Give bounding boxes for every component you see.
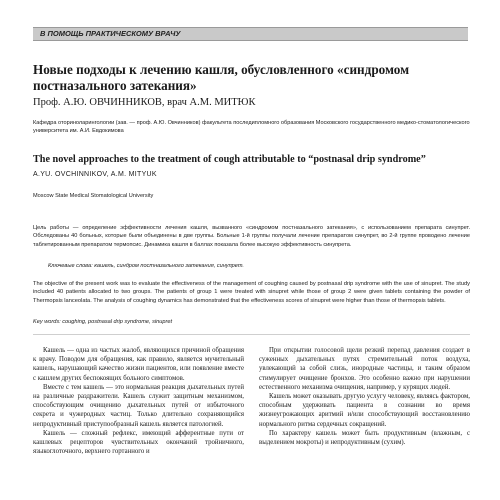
- body-column-right: [259, 346, 470, 496]
- article-title-ru: Новые подходы к лечению кашля, обусловленного «синдромом постназального затекания»: [33, 62, 410, 93]
- affiliation-en: Moscow State Medical Stomatological University: [33, 193, 154, 199]
- keywords-en-label: Key words:: [33, 319, 61, 325]
- section-rubric: В ПОМОЩЬ ПРАКТИЧЕСКОМУ ВРАЧУ: [33, 27, 468, 41]
- body-paragraph: При открытии голосовой щели резкий перепад давления создает в суженных дыхательных путях стремительный поток воздуха, увлекающий за собой слизь, инородные частицы, и таким образом стимулирует очищение бронхов. Это особенно важно при нарушении естественного механизма очищения, например, у курящих людей.: [259, 347, 470, 391]
- keywords-ru-text: кашель, синдром постназального затекания, синупрет.: [94, 263, 244, 269]
- keywords-ru-label: Ключевые слова:: [48, 263, 93, 269]
- abstract-ru: Цель работы — определение эффективности лечения кашля, вызванного «синдромом постназального затекания», с использованием препарата синупрет. Обследованы 40 больных, которые были объединены в две группы. Больные 1-й группы получали лечение препаратом синупрет, во 2-й группе проводено лечение таблетированным препаратом термопсис. Динамика кашля в баллах показала более высокую эффективность синупрета.: [33, 225, 470, 248]
- body-paragraph: Кашель — сложный рефлекс, имеющий афферентные пути от кашлевых рецепторов чувствительных окончаний тройничного, языкоглоточного, верхнего гортанного и: [33, 429, 244, 456]
- keywords-ru: [48, 262, 468, 270]
- article-title-en: The novel approaches to the treatment of cough attributable to “postnasal drip syndrome”: [33, 154, 426, 165]
- section-divider: [33, 334, 470, 335]
- body-paragraph: Вместе с тем кашель — это нормальная реакция дыхательных путей на различные раздражители. Кашель служит защитным механизмом, способствующим очищению дыхательных путей от избыточного секрета и чужеродных частиц. Только длительно сохраняющийся непродуктивный приступообразный кашель является патологией.: [33, 383, 244, 428]
- authors-ru: Проф. А.Ю. ОВЧИННИКОВ, врач А.М. МИТЮК: [33, 97, 256, 108]
- body-paragraph: Кашель может оказывать другую услугу человеку, являясь фактором, способным удерживать пациента в сознании во время жизнеугрожающих аритмий и/или способствующий восстановлению нормального ритма сердечных сокращений.: [259, 393, 470, 428]
- authors-en: A.YU. OVCHINNIKOV, A.M. MITYUK: [33, 171, 157, 178]
- keywords-en: [33, 318, 470, 326]
- affiliation-ru: Кафедра оториноларингологии (зав. — проф. А.Ю. Овчинников) факультета последипломного образования Московского государственного медико-стоматологического университета им. А.И. Евдокимова: [33, 120, 470, 135]
- body-column-left: [33, 346, 244, 496]
- keywords-en-text: coughing, postnasal drip syndrome, sinupret: [62, 319, 172, 325]
- abstract-en: The objective of the present work was to evaluate the effectiveness of the management of coughing caused by postnasal drip syndrome with the use of sinupret. The study included 40 patients allocated to two groups. The patients of group 1 were treated with sinupret while those of group 2 were given tablets containing the powder of Thermopsis lanceolata. The analysis of coughing dynamics has demonstrated that the effectiveness scores of sinupret were higher than those of thermopsis tablets.: [33, 281, 470, 304]
- body-paragraph: По характеру кашель может быть продуктивным (влажным, с выделением мокроты) и непродуктивным (сухим).: [259, 429, 470, 447]
- body-paragraph: Кашель — одна из частых жалоб, являющихся причиной обращения к врачу. Поводом для обращения, как правило, является мучительный кашель, нарушающий качество жизни пациентов, или появление вместе с кашлем других беспокоящих больного симптомов.: [33, 347, 244, 382]
